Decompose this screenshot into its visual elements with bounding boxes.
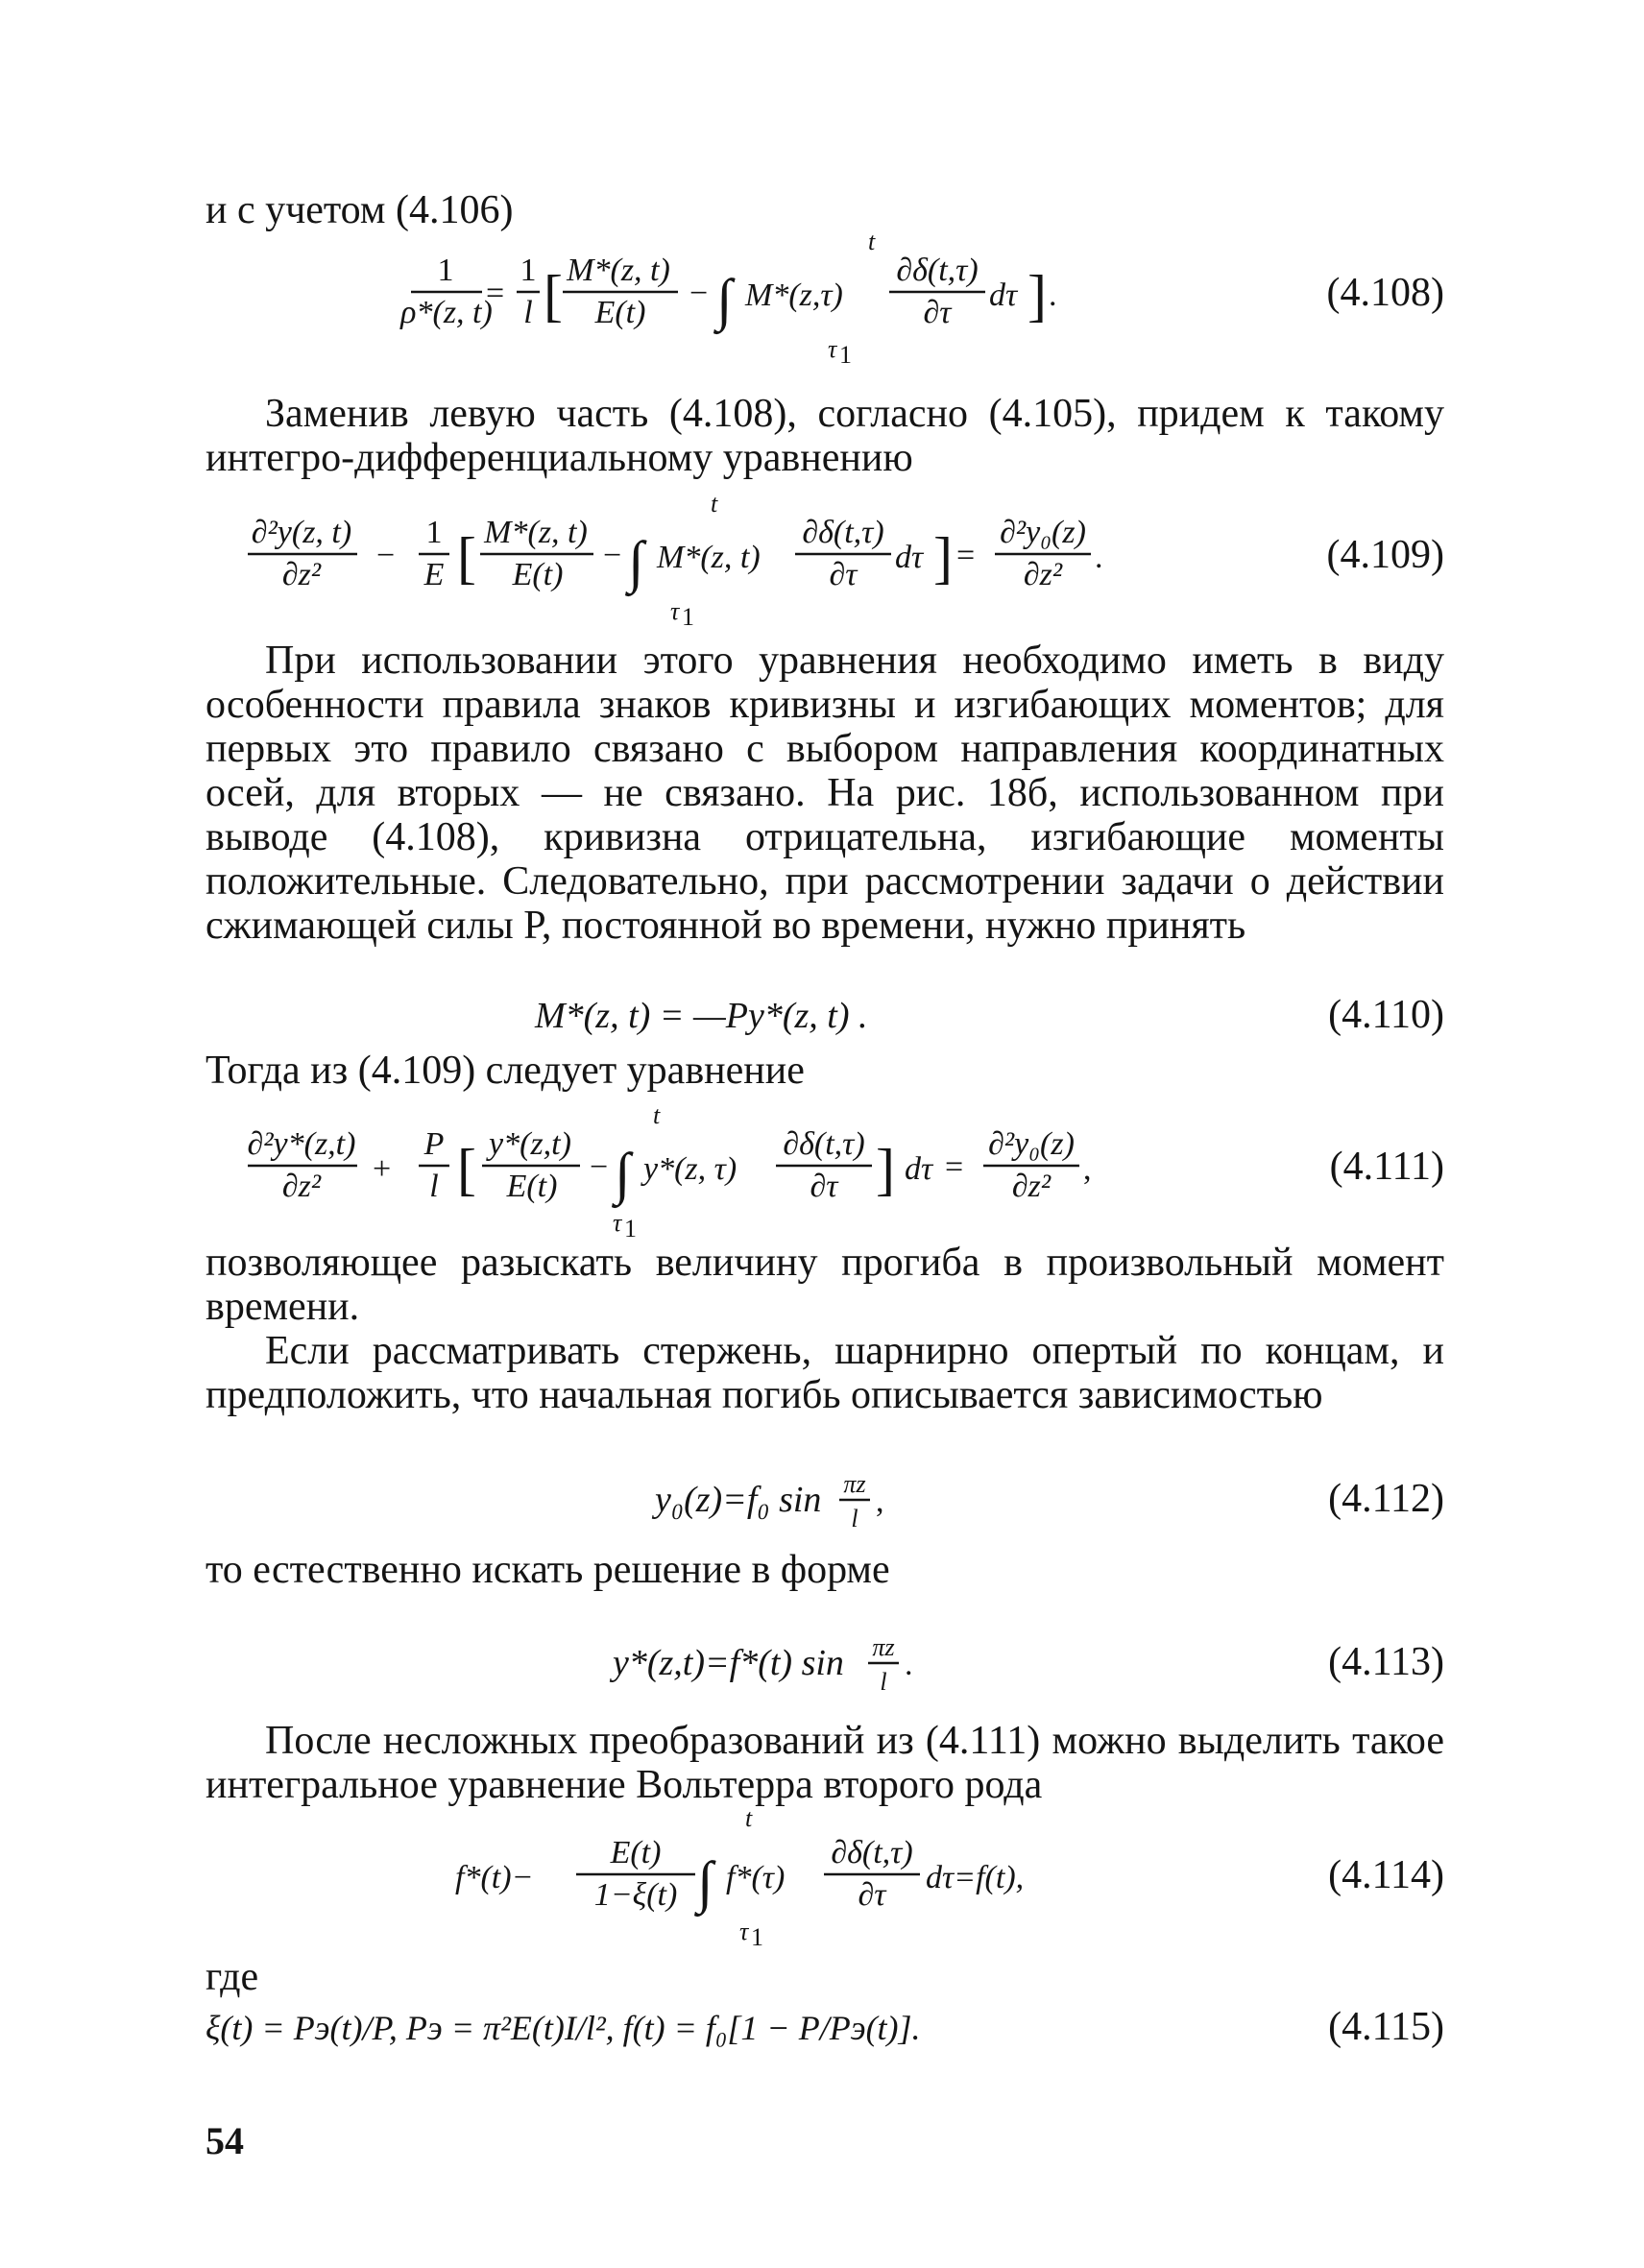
svg-text:∂z²: ∂z² bbox=[1023, 557, 1063, 592]
svg-text:]: ] bbox=[876, 1138, 895, 1201]
svg-text:E(t): E(t) bbox=[512, 557, 564, 592]
equation-text: M*(z, t) = —Py*(z, t) . bbox=[535, 996, 868, 1036]
svg-text:t: t bbox=[745, 1804, 753, 1832]
svg-text:dτ=f(t),: dτ=f(t), bbox=[926, 1860, 1025, 1895]
svg-text:πz: πz bbox=[872, 1633, 895, 1661]
equation-number: (4.109) bbox=[1326, 533, 1444, 577]
svg-text:∫: ∫ bbox=[628, 530, 644, 593]
svg-text:∫: ∫ bbox=[716, 268, 733, 331]
svg-text:y₀(z)=f₀ sin: y₀(z)=f₀ sin bbox=[655, 1480, 822, 1520]
svg-text:∂τ: ∂τ bbox=[810, 1169, 838, 1204]
paragraph-then: Тогда из (4.109) следует уравнение bbox=[206, 1049, 805, 1093]
svg-text:l: l bbox=[880, 1668, 887, 1696]
svg-text:−: − bbox=[603, 538, 622, 573]
svg-text:∂²y₀(z): ∂²y₀(z) bbox=[988, 1126, 1075, 1162]
svg-text:∂τ: ∂τ bbox=[923, 295, 952, 330]
svg-text:1: 1 bbox=[751, 1923, 763, 1951]
svg-text:M*(z, t): M*(z, t) bbox=[567, 253, 670, 288]
paragraph-allowing: позволяющее разыскать величину прогиба в произвольный момент времени. bbox=[206, 1241, 1444, 1329]
equation-4-110 bbox=[206, 989, 1444, 1047]
svg-text:l: l bbox=[523, 295, 533, 330]
svg-text:l: l bbox=[851, 1505, 858, 1532]
svg-text:1: 1 bbox=[437, 253, 454, 288]
equation-4-114 bbox=[206, 1805, 1444, 1949]
svg-text:∂δ(t,τ): ∂δ(t,τ) bbox=[896, 253, 979, 288]
svg-text:dτ: dτ bbox=[905, 1151, 933, 1187]
equation-number: (4.111) bbox=[1329, 1145, 1444, 1189]
svg-text:E(t): E(t) bbox=[594, 295, 646, 330]
svg-text:∂²y(z, t): ∂²y(z, t) bbox=[251, 515, 352, 550]
svg-text:t: t bbox=[711, 490, 718, 518]
equation-number: (4.113) bbox=[1328, 1640, 1444, 1684]
svg-text:−: − bbox=[590, 1149, 609, 1185]
paragraph-sign-rules: При использовании этого уравнения необходимо иметь в виду особенности правила знаков кривизны и изгибающих моментов; для первых это правило связано с выбором направления координатных осей, для вторых — не связано. На рис. 18б, использованном при выводе (4.108), кривизна отрицательна, изгибающие моменты положительные. Следовательно, при рассмотрении задачи о действии сжимающей силы P, постоянной во времени, нужно принять bbox=[206, 639, 1444, 948]
equation-number: (4.115) bbox=[1328, 2005, 1444, 2049]
svg-text:ρ*(z, t): ρ*(z, t) bbox=[400, 295, 493, 330]
paragraph-where: где bbox=[206, 1955, 259, 1999]
svg-text:∂δ(t,τ): ∂δ(t,τ) bbox=[783, 1126, 865, 1162]
svg-text:∂z²: ∂z² bbox=[281, 557, 322, 592]
svg-text:τ: τ bbox=[828, 335, 837, 363]
equation-number: (4.112) bbox=[1328, 1477, 1444, 1521]
paragraph-solution-form: то естественно искать решение в форме bbox=[206, 1548, 890, 1592]
svg-text:−: − bbox=[376, 538, 396, 573]
svg-text:+: + bbox=[373, 1151, 392, 1187]
svg-text:∂²y₀(z): ∂²y₀(z) bbox=[1000, 515, 1086, 550]
svg-text:y*(z,t): y*(z,t) bbox=[489, 1126, 571, 1162]
svg-text:,: , bbox=[876, 1484, 884, 1519]
svg-text:τ: τ bbox=[739, 1918, 749, 1945]
svg-text:]: ] bbox=[1028, 264, 1047, 327]
svg-text:1: 1 bbox=[520, 253, 537, 288]
svg-text:1: 1 bbox=[425, 515, 443, 550]
svg-text:1−ξ(t): 1−ξ(t) bbox=[593, 1877, 678, 1913]
equation-4-115 bbox=[206, 1995, 1444, 2063]
equation-number: (4.108) bbox=[1326, 271, 1444, 315]
svg-text:∂δ(t,τ): ∂δ(t,τ) bbox=[831, 1835, 913, 1870]
svg-text:dτ: dτ bbox=[989, 277, 1018, 313]
svg-text:∂z²: ∂z² bbox=[1011, 1169, 1052, 1204]
svg-text:M*(z,τ): M*(z,τ) bbox=[745, 277, 843, 313]
svg-text:1: 1 bbox=[682, 603, 694, 631]
svg-text:,: , bbox=[1083, 1151, 1092, 1187]
svg-text:]: ] bbox=[933, 526, 953, 590]
svg-text:f*(t)−: f*(t)− bbox=[455, 1860, 534, 1895]
svg-text:M*(z, t): M*(z, t) bbox=[657, 540, 761, 575]
svg-text:dτ: dτ bbox=[895, 540, 924, 575]
paragraph-replace: Заменив левую часть (4.108), согласно (4.105), придем к такому интегро-дифференциальному уравнению bbox=[206, 392, 1444, 480]
svg-text:1: 1 bbox=[839, 341, 852, 369]
svg-text:∂τ: ∂τ bbox=[829, 557, 858, 592]
equation-text: ξ(t) = Pэ(t)/P, Pэ = π²E(t)I/l², f(t) = f₀[1 − P/Pэ(t)]. bbox=[206, 2009, 921, 2047]
svg-text:1: 1 bbox=[624, 1215, 637, 1243]
svg-text:l: l bbox=[429, 1169, 439, 1204]
paragraph-volterra: После несложных преобразований из (4.111) можно выделить такое интегральное уравнение Вольтерра второго рода bbox=[206, 1719, 1444, 1807]
svg-text:∫: ∫ bbox=[615, 1142, 631, 1205]
svg-text:∂²y*(z,t): ∂²y*(z,t) bbox=[247, 1126, 356, 1162]
svg-text:E(t): E(t) bbox=[610, 1835, 662, 1870]
svg-text:∂τ: ∂τ bbox=[858, 1877, 886, 1913]
svg-text:=: = bbox=[945, 1149, 964, 1185]
svg-text:∂z²: ∂z² bbox=[281, 1169, 322, 1204]
svg-text:M*(z, t): M*(z, t) bbox=[484, 515, 588, 550]
svg-text:τ: τ bbox=[670, 597, 680, 625]
svg-text:[: [ bbox=[544, 264, 563, 327]
svg-text:.: . bbox=[905, 1647, 913, 1682]
svg-text:.: . bbox=[1049, 277, 1057, 313]
page-number: 54 bbox=[206, 2119, 244, 2162]
svg-text:P: P bbox=[423, 1126, 445, 1162]
svg-text:πz: πz bbox=[843, 1470, 866, 1498]
svg-text:∂δ(t,τ): ∂δ(t,τ) bbox=[802, 515, 884, 550]
svg-text:−: − bbox=[689, 276, 709, 311]
svg-text:.: . bbox=[1095, 540, 1103, 575]
svg-text:=: = bbox=[486, 276, 505, 311]
equation-4-111 bbox=[206, 1097, 1444, 1241]
paragraph-hinged-rod: Если рассматривать стержень, шарнирно опертый по концам, и предположить, что начальная погибь описывается зависимостью bbox=[206, 1329, 1444, 1417]
svg-text:E(t): E(t) bbox=[506, 1169, 558, 1204]
svg-text:t: t bbox=[868, 228, 876, 255]
svg-text:t: t bbox=[653, 1101, 661, 1129]
svg-text:y*(z, τ): y*(z, τ) bbox=[643, 1151, 737, 1187]
equation-4-112 bbox=[206, 1460, 1444, 1536]
equation-4-109 bbox=[206, 485, 1444, 629]
equation-4-113 bbox=[206, 1623, 1444, 1700]
equation-number: (4.114) bbox=[1328, 1853, 1444, 1897]
svg-text:∫: ∫ bbox=[697, 1850, 713, 1914]
equation-number: (4.110) bbox=[1328, 993, 1444, 1037]
svg-text:[: [ bbox=[457, 1138, 476, 1201]
paragraph-intro: и с учетом (4.106) bbox=[206, 188, 514, 232]
svg-text:=: = bbox=[956, 538, 976, 573]
svg-text:f*(τ): f*(τ) bbox=[726, 1860, 786, 1895]
svg-text:τ: τ bbox=[613, 1209, 622, 1237]
svg-text:E: E bbox=[423, 557, 445, 592]
equation-4-108 bbox=[206, 223, 1444, 367]
svg-text:[: [ bbox=[457, 526, 476, 590]
svg-text:y*(z,t)=f*(t) sin: y*(z,t)=f*(t) sin bbox=[613, 1643, 844, 1683]
